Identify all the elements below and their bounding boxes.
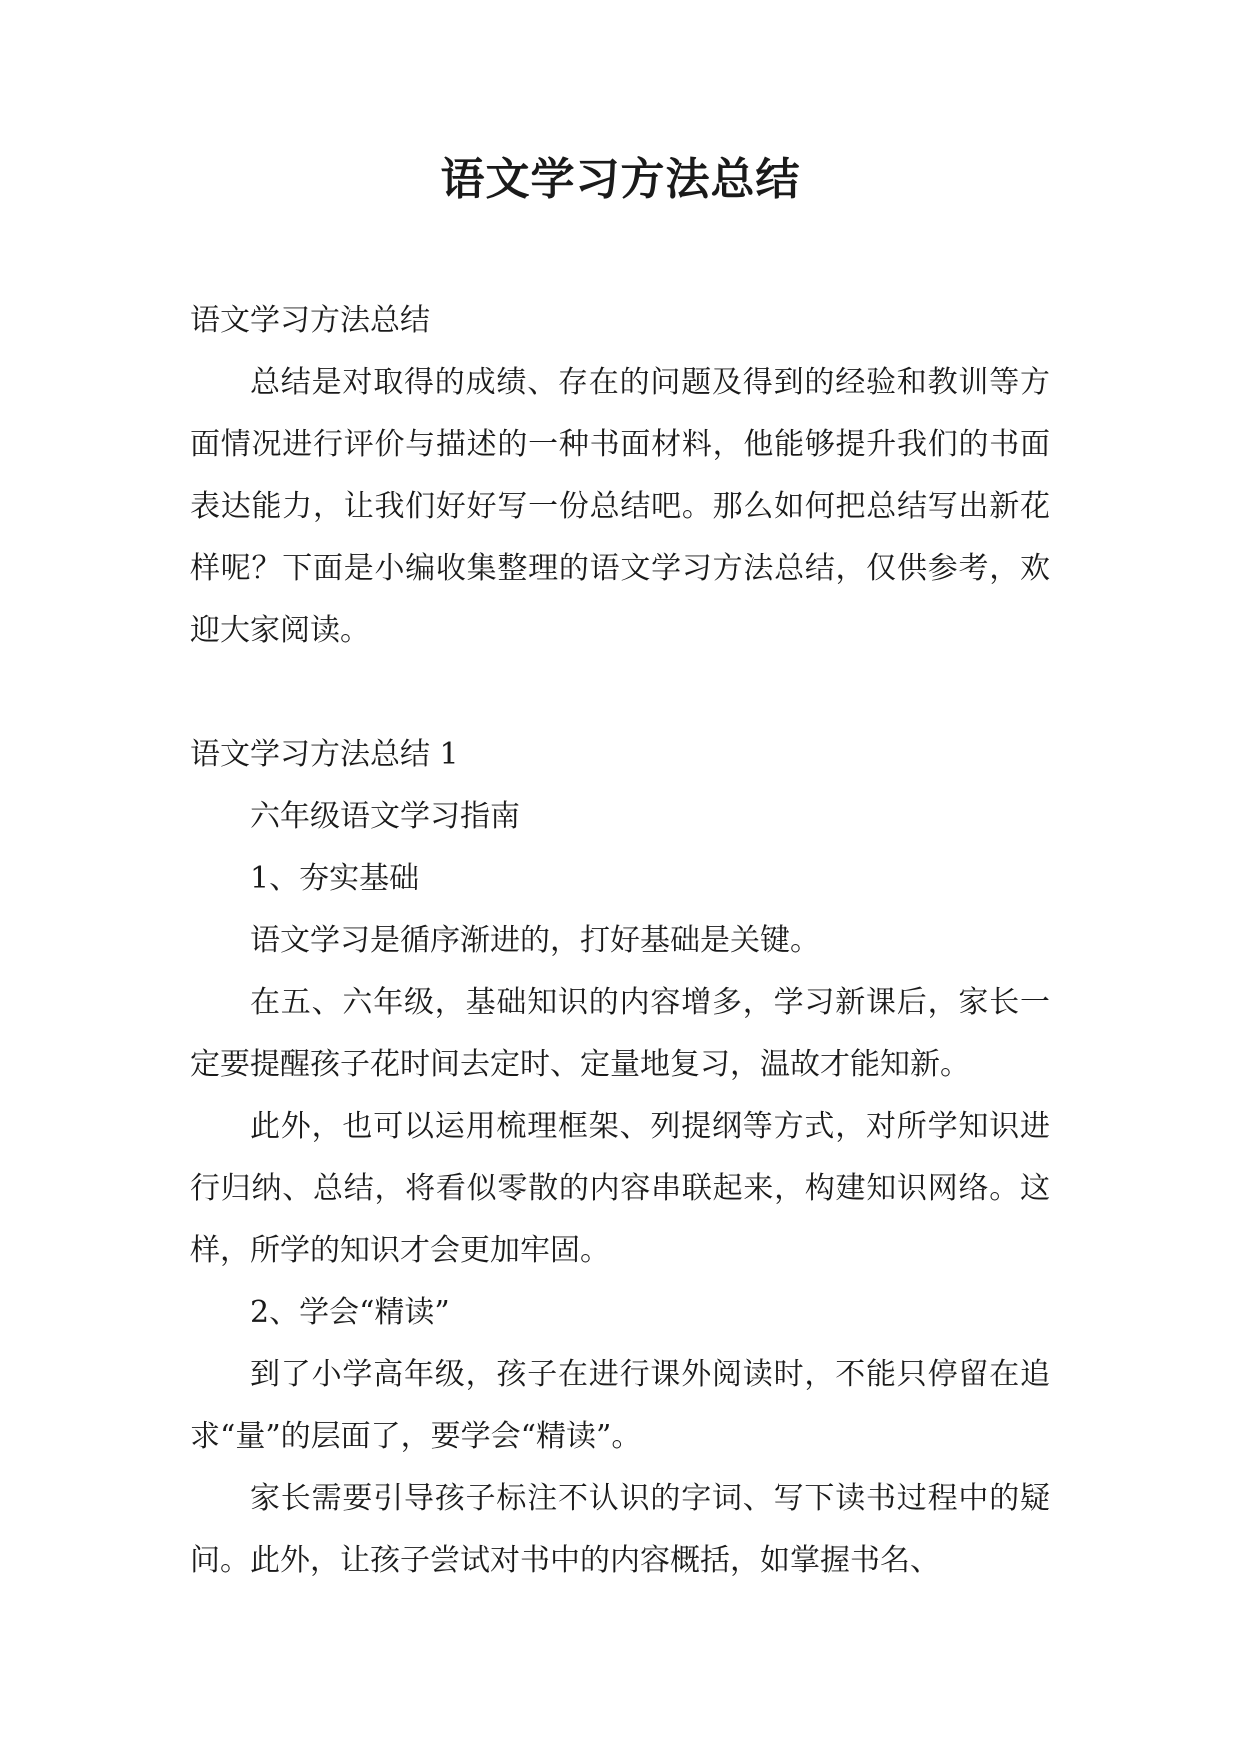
paragraph: 此外，也可以运用梳理框架、列提纲等方式，对所学知识进行归纳、总结，将看似零散的内容串联起来，构建知识网络。这样，所学的知识才会更加牢固。 <box>190 1109 1050 1268</box>
point-heading: 1、夯实基础 <box>250 861 420 896</box>
guide-title: 六年级语文学习指南 <box>250 799 520 834</box>
point-heading: 2、学会“精读” <box>250 1295 450 1330</box>
paragraph: 到了小学高年级，孩子在进行课外阅读时，不能只停留在追求“量”的层面了，要学会“精读”。 <box>190 1357 1050 1454</box>
intro-paragraph: 总结是对取得的成绩、存在的问题及得到的经验和教训等方面情况进行评价与描述的一种书面材料，他能够提升我们的书面表达能力，让我们好好写一份总结吧。那么如何把总结写出新花样呢？下面是小编收集整理的语文学习方法总结，仅供参考，欢迎大家阅读。 <box>190 365 1050 648</box>
paragraph: 家长需要引导孩子标注不认识的字词、写下读书过程中的疑问。此外，让孩子尝试对书中的内容概括，如掌握书名、 <box>190 1481 1050 1578</box>
document-body <box>190 290 1050 1592</box>
document-title: 语文学习方法总结 <box>440 154 801 205</box>
paragraph: 在五、六年级，基础知识的内容增多，学习新课后，家长一定要提醒孩子花时间去定时、定量地复习，温故才能知新。 <box>190 985 1050 1082</box>
paragraph: 语文学习是循序渐进的，打好基础是关键。 <box>250 923 820 958</box>
document-subtitle: 语文学习方法总结 <box>190 303 430 338</box>
section-heading: 语文学习方法总结 1 <box>190 737 459 772</box>
section-spacer <box>190 662 1050 724</box>
